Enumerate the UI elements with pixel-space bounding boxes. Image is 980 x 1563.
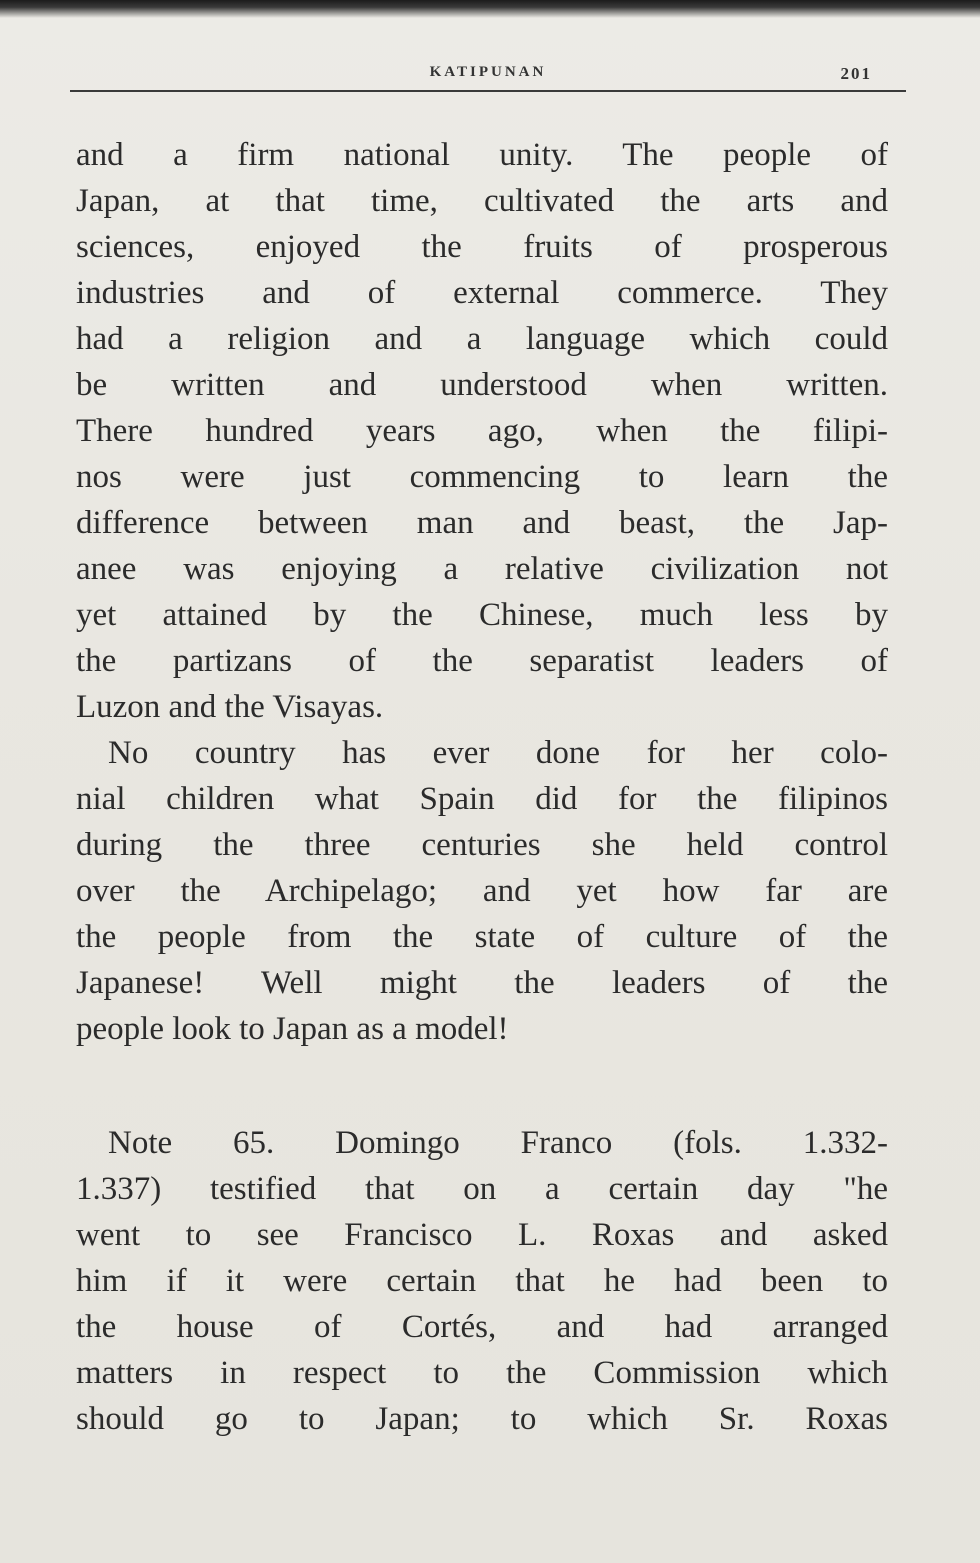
scan-edge-shadow [0, 0, 980, 18]
text-line: anee was enjoying a relative civilization not [76, 551, 888, 587]
text-line: over the Archipelago; and yet how far are [76, 873, 888, 909]
text-line: the house of Cortés, and had arranged [76, 1309, 888, 1345]
text-line: industries and of external commerce. They [76, 275, 888, 311]
text-line: the partizans of the separatist leaders of [76, 643, 888, 679]
page-number: 201 [840, 64, 872, 83]
text-line: Japanese! Well might the leaders of the [76, 965, 888, 1001]
section-gap [76, 1052, 888, 1120]
text-line: be written and understood when written. [76, 367, 888, 403]
text-line: people look to Japan as a model! [76, 1011, 509, 1047]
text-line: matters in respect to the Commission which [76, 1355, 888, 1391]
text-line: nial children what Spain did for the filipinos [76, 781, 888, 817]
text-line: difference between man and beast, the Jap- [76, 505, 888, 541]
text-line: Note 65. Domingo Franco (fols. 1.332- [108, 1125, 888, 1161]
text-line: nos were just commencing to learn the [76, 459, 888, 495]
text-line: had a religion and a language which could [76, 321, 888, 357]
text-line: Japan, at that time, cultivated the arts and [76, 183, 888, 219]
header-rule [70, 90, 906, 92]
text-line: during the three centuries she held control [76, 827, 888, 863]
paragraph-japan-civilization [76, 132, 888, 730]
text-line: Luzon and the Visayas. [76, 689, 384, 725]
text-line: and a firm national unity. The people of [76, 137, 888, 173]
page-header [70, 58, 906, 100]
text-line: should go to Japan; to which Sr. Roxas [76, 1401, 888, 1437]
body-text [76, 132, 888, 1442]
text-line: sciences, enjoyed the fruits of prosperous [76, 229, 888, 265]
text-line: No country has ever done for her colo- [108, 735, 888, 771]
text-line: 1.337) testified that on a certain day "he [76, 1171, 888, 1207]
text-line: the people from the state of culture of the [76, 919, 888, 955]
running-head: KATIPUNAN [429, 64, 547, 80]
text-line: went to see Francisco L. Roxas and asked [76, 1217, 888, 1253]
text-line: There hundred years ago, when the filipi- [76, 413, 888, 449]
text-line: yet attained by the Chinese, much less by [76, 597, 888, 633]
note-65 [76, 1120, 888, 1442]
text-line: him if it were certain that he had been to [76, 1263, 888, 1299]
paragraph-spain-colonial [76, 730, 888, 1052]
